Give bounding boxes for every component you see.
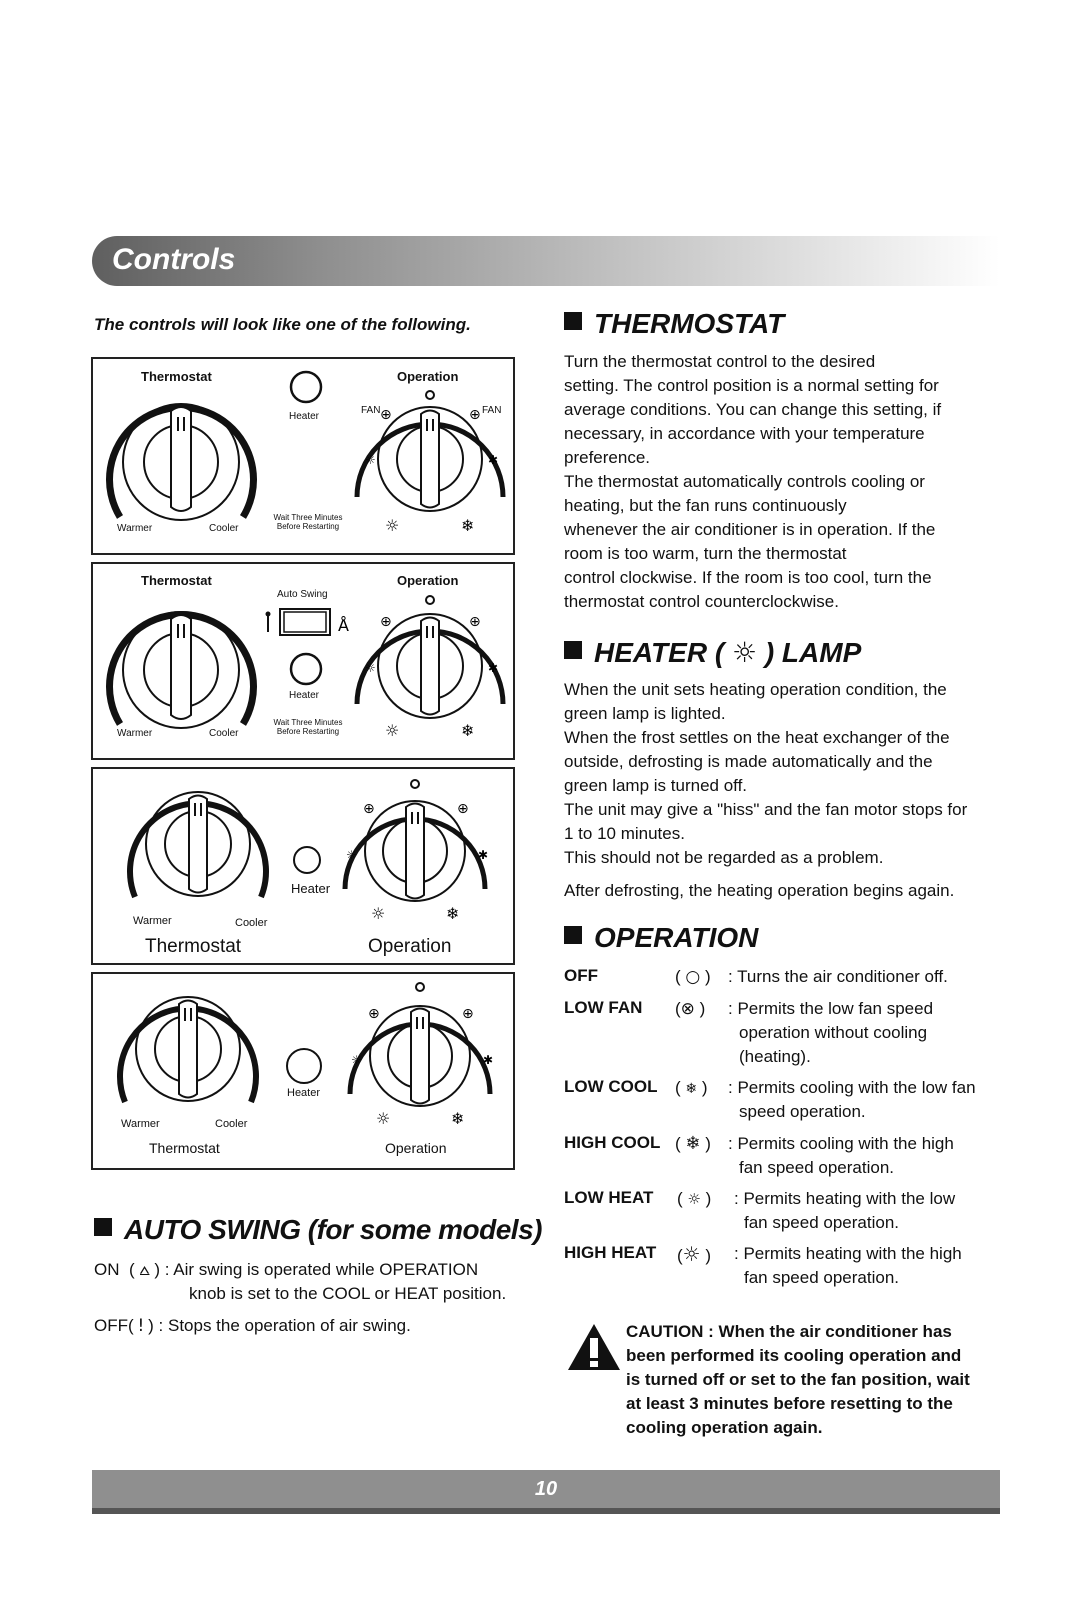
svg-text:☼: ☼ — [376, 1109, 391, 1128]
svg-text:⊕: ⊕ — [368, 1006, 380, 1022]
heater-last-line: After defrosting, the heating operation begins again. — [564, 881, 955, 900]
op-desc-line: : Permits cooling with the high — [728, 1134, 954, 1153]
cooler-label: Cooler — [209, 523, 239, 534]
heading-bullet — [564, 926, 582, 944]
heater-label: Heater — [291, 881, 331, 896]
op-low-cool-desc — [728, 1076, 976, 1124]
op-desc-line: : Turns the air conditioner off. — [728, 967, 948, 986]
thermostat-line: whenever the air conditioner is in operation. If the — [564, 520, 936, 539]
heater-line: green lamp is lighted. — [564, 704, 726, 723]
heater-line: When the frost settles on the heat exchanger of the — [564, 728, 950, 747]
on-desc-1: : Air swing is operated while OPERATION — [164, 1260, 479, 1279]
thermostat-line: heating, but the fan runs continuously — [564, 496, 847, 515]
section-title: Controls — [112, 243, 236, 276]
svg-text:☼: ☼ — [385, 516, 400, 535]
wait-line-2: Before Restarting — [276, 522, 340, 531]
auto-swing-heading — [94, 1214, 542, 1246]
heater-line: When the unit sets heating operation condition, the — [564, 680, 947, 699]
thermostat-label: Thermostat — [141, 369, 212, 384]
warmer-label: Warmer — [133, 915, 172, 927]
svg-text:✱: ✱ — [488, 661, 499, 675]
auto-swing-off-line — [94, 1314, 411, 1338]
thermostat-line: thermostat control counterclockwise. — [564, 592, 839, 611]
op-desc-line: : Permits heating with the high — [734, 1244, 962, 1263]
svg-text:⊕: ⊕ — [380, 407, 392, 423]
op-desc-line: fan speed operation. — [744, 1213, 900, 1232]
thermostat-label: Thermostat — [145, 936, 242, 957]
svg-text:☼: ☼ — [346, 848, 357, 862]
op-desc-line: fan speed operation. — [739, 1158, 895, 1177]
op-desc-line: : Permits the low fan speed — [728, 999, 934, 1018]
op-desc-line: (heating). — [739, 1047, 811, 1066]
thermostat-line: setting. The control position is a normal setting for — [564, 376, 939, 395]
heater-heading-post: ) LAMP — [764, 637, 862, 668]
thermostat-heading — [564, 308, 784, 340]
operation-label: Operation — [397, 573, 459, 588]
op-high-heat-name: HIGH HEAT — [564, 1243, 657, 1262]
warmer-label: Warmer — [117, 728, 153, 739]
wait-line-1: Wait Three Minutes — [273, 718, 343, 727]
op-low-fan-name: LOW FAN — [564, 998, 643, 1017]
svg-text:☼: ☼ — [365, 453, 376, 467]
heater-line: outside, defrosting is made automatically and the — [564, 752, 933, 771]
intro-text: The controls will look like one of the following. — [94, 315, 471, 334]
op-off-name: OFF — [564, 966, 598, 985]
op-sun-small-icon: ( ☼ ) — [677, 1189, 712, 1208]
thermostat-line: The thermostat automatically controls cooling or — [564, 472, 925, 491]
op-desc-line: fan speed operation. — [744, 1268, 900, 1287]
heater-line: The unit may give a "hiss" and the fan motor stops for — [564, 800, 968, 819]
heater-label: Heater — [289, 690, 320, 701]
warning-icon — [566, 1322, 622, 1372]
operation-label: Operation — [368, 936, 452, 957]
op-desc-line: : Permits cooling with the low fan — [728, 1078, 976, 1097]
caution-line: been performed its cooling operation and — [626, 1346, 962, 1365]
op-snowflake-small-icon: ( ❄ ) — [675, 1078, 708, 1097]
thermostat-line: room is too warm, turn the thermostat — [564, 544, 847, 563]
panel-4-drawing — [93, 974, 513, 1168]
thermostat-body — [564, 350, 941, 614]
warmer-label: Warmer — [117, 523, 153, 534]
svg-text:⊕: ⊕ — [469, 407, 481, 423]
op-high-heat-desc — [734, 1242, 962, 1290]
operation-label: Operation — [385, 1140, 447, 1156]
auto-swing-label: Auto Swing — [277, 589, 328, 600]
fan-left-label: FAN — [361, 405, 381, 416]
heater-label: Heater — [289, 411, 320, 422]
heater-label: Heater — [287, 1087, 321, 1099]
sun-icon: ☼ — [731, 636, 758, 669]
svg-text:☼: ☼ — [351, 1053, 362, 1067]
op-desc-line: : Permits heating with the low — [734, 1189, 956, 1208]
op-low-heat-name: LOW HEAT — [564, 1188, 654, 1207]
op-sun-large-icon: (☼ ) — [677, 1242, 711, 1266]
swing-on-icon: ( ⩟ ) — [124, 1260, 165, 1280]
thermostat-heading-text: THERMOSTAT — [594, 308, 785, 339]
svg-text:⊕: ⊕ — [380, 614, 392, 630]
thermostat-line: necessary, in accordance with your temperature — [564, 424, 925, 443]
op-desc-line: operation without cooling — [739, 1023, 928, 1042]
fan-right-label: FAN — [482, 405, 502, 416]
svg-text:❄: ❄ — [451, 1109, 465, 1128]
cooler-label: Cooler — [235, 917, 268, 929]
svg-text:❄: ❄ — [461, 721, 475, 740]
op-low-heat-desc — [734, 1187, 955, 1235]
svg-text:⊕: ⊕ — [363, 801, 375, 817]
operation-heading — [564, 922, 758, 954]
thermostat-line: average conditions. You can change this setting, if — [564, 400, 942, 419]
op-low-cool-name: LOW COOL — [564, 1077, 658, 1096]
op-high-cool-desc — [728, 1132, 954, 1180]
wait-notice — [265, 513, 351, 531]
op-low-fan-desc — [728, 997, 933, 1069]
off-desc: : Stops the operation of air swing. — [158, 1316, 411, 1335]
svg-text:❄: ❄ — [461, 516, 475, 535]
caution-line: is turned off or set to the fan position, wait — [626, 1370, 970, 1389]
wait-notice — [265, 718, 351, 736]
op-desc-line: speed operation. — [739, 1102, 866, 1121]
heater-heading-pre: HEATER ( — [594, 637, 725, 668]
heading-bullet — [94, 1218, 112, 1236]
caution-line: at least 3 minutes before resetting to the — [626, 1394, 953, 1413]
heater-body — [564, 678, 967, 870]
svg-text:☼: ☼ — [385, 721, 400, 740]
heading-bullet — [564, 641, 582, 659]
caution-text — [626, 1320, 970, 1440]
swing-off-icon: ( ǃ ) — [128, 1316, 159, 1336]
panel-3-drawing — [93, 769, 513, 963]
op-off-desc — [728, 965, 948, 989]
op-off-icon: ( ○ ) — [675, 967, 711, 987]
thermostat-label: Thermostat — [149, 1140, 220, 1156]
cooler-label: Cooler — [215, 1118, 248, 1130]
heater-line: green lamp is turned off. — [564, 776, 748, 795]
svg-text:⊕: ⊕ — [457, 801, 469, 817]
heater-lamp-heading — [564, 636, 861, 669]
thermostat-line: control clockwise. If the room is too cool, turn the — [564, 568, 932, 587]
off-label: OFF — [94, 1316, 128, 1335]
control-panel-3 — [91, 767, 515, 965]
warmer-label: Warmer — [121, 1118, 160, 1130]
auto-swing-on-line — [94, 1258, 478, 1282]
svg-text:❄: ❄ — [446, 904, 460, 923]
control-panel-2 — [91, 562, 515, 760]
heater-line: This should not be regarded as a problem. — [564, 848, 884, 867]
control-panel-1 — [91, 357, 515, 555]
svg-text:✱: ✱ — [478, 848, 489, 862]
svg-text:⊕: ⊕ — [462, 1006, 474, 1022]
caution-line: CAUTION : When the air conditioner has — [626, 1322, 952, 1341]
thermostat-line: Turn the thermostat control to the desired — [564, 352, 876, 371]
control-panel-4 — [91, 972, 515, 1170]
svg-text:✱: ✱ — [488, 453, 499, 467]
svg-text:✱: ✱ — [483, 1053, 494, 1067]
on-desc-2: knob is set to the COOL or HEAT position. — [189, 1284, 507, 1303]
svg-text:Å: Å — [338, 616, 349, 635]
op-high-cool-name: HIGH COOL — [564, 1133, 661, 1152]
operation-label: Operation — [397, 369, 459, 384]
op-snowflake-large-icon: ( ❄ ) — [675, 1133, 711, 1154]
page-number: 10 — [534, 1478, 558, 1500]
op-fan-icon: (⊗ ) — [675, 999, 706, 1019]
heading-bullet — [564, 312, 582, 330]
cooler-label: Cooler — [209, 728, 239, 739]
wait-line-1: Wait Three Minutes — [273, 513, 343, 522]
on-label: ON — [94, 1260, 120, 1279]
thermostat-line: preference. — [564, 448, 650, 467]
svg-text:☼: ☼ — [371, 904, 386, 923]
heater-line: 1 to 10 minutes. — [564, 824, 685, 843]
svg-text:⊕: ⊕ — [469, 614, 481, 630]
operation-heading-text: OPERATION — [594, 922, 759, 953]
wait-line-2: Before Restarting — [276, 727, 340, 736]
thermostat-label: Thermostat — [141, 573, 212, 588]
auto-swing-heading-text: AUTO SWING (for some models) — [124, 1214, 542, 1245]
caution-line: cooling operation again. — [626, 1418, 823, 1437]
svg-text:☼: ☼ — [365, 661, 376, 675]
